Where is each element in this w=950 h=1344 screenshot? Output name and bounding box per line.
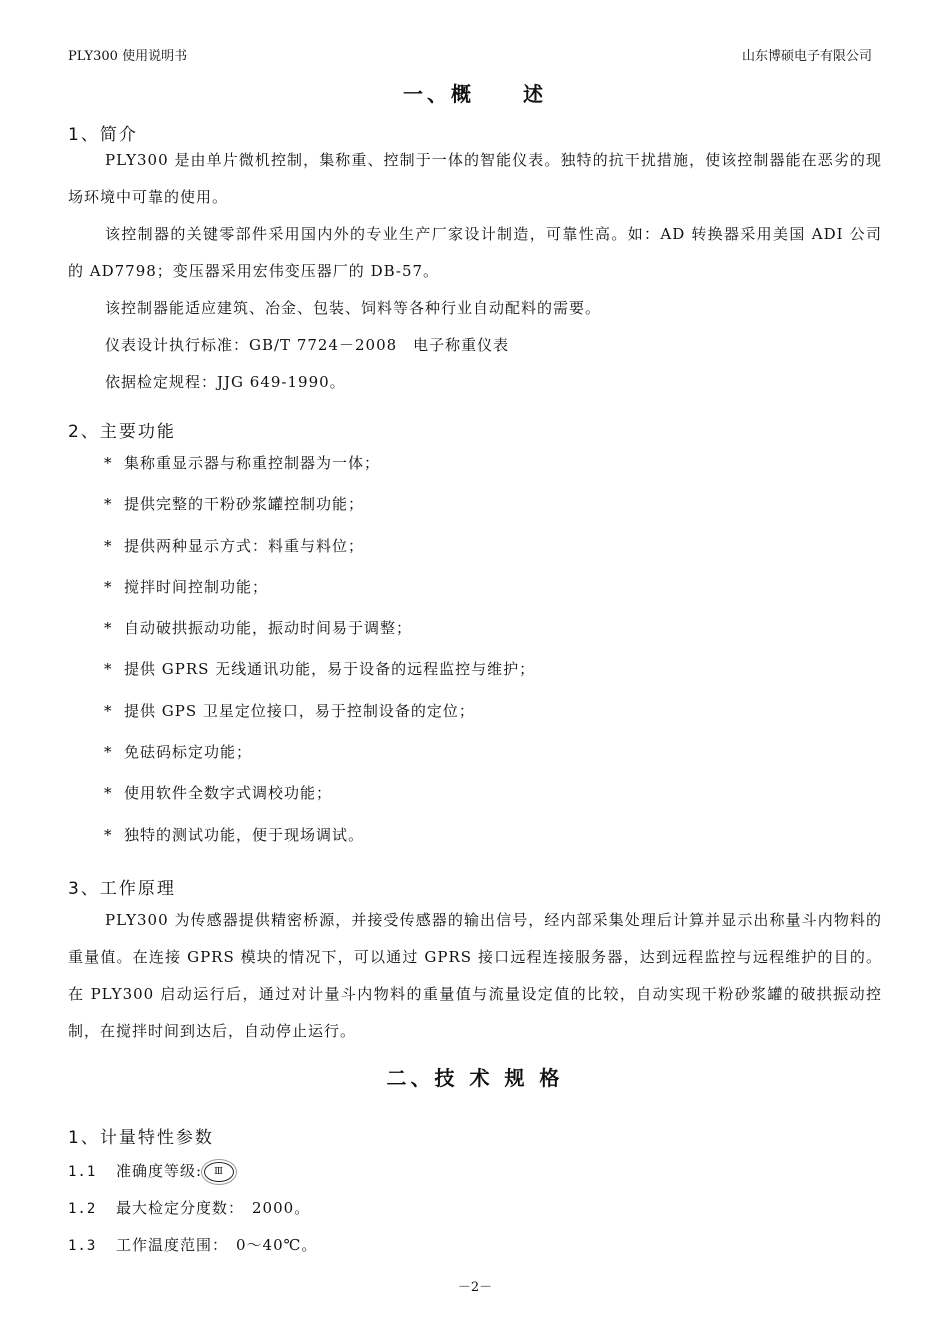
bullet-mark: * xyxy=(104,577,113,596)
spec-number: 1.1 xyxy=(68,1164,97,1180)
bullet-mark: * xyxy=(104,701,113,720)
page-number: －2－ xyxy=(457,1280,493,1295)
bullet-mark: * xyxy=(104,495,113,514)
section-principle-heading: 3、工作原理 xyxy=(68,879,176,899)
spec-row-temperature xyxy=(68,1235,317,1256)
intro-paragraph-1: PLY300 是由单片微机控制，集称重、控制于一体的智能仪表。独特的抗干扰措施，使该控制器能在恶劣的现场环境中可靠的使用。 xyxy=(68,151,882,206)
spec-number: 1.2 xyxy=(68,1201,97,1217)
bullet-mark: * xyxy=(104,743,113,762)
chapter-1-title: 一、概 述 xyxy=(403,82,547,106)
bullet-mark: * xyxy=(104,660,113,679)
list-item: * 提供 GPS 卫星定位接口，易于控制设备的定位； xyxy=(104,701,475,720)
section-metrology-heading: 1、计量特性参数 xyxy=(68,1128,214,1148)
bullet-mark: * xyxy=(104,825,113,844)
list-item: * 集称重显示器与称重控制器为一体； xyxy=(104,454,381,472)
spec-value: 2000。 xyxy=(252,1199,311,1217)
list-item: * 搅拌时间控制功能； xyxy=(104,577,269,596)
list-item: * 提供 GPRS 无线通讯功能，易于设备的远程监控与维护； xyxy=(104,660,536,679)
chapter-2-title: 二、技 术 规 格 xyxy=(386,1066,564,1090)
bullet-mark: * xyxy=(104,619,113,638)
list-item: * 提供完整的干粉砂浆罐控制功能； xyxy=(104,495,365,514)
spec-value: 0～40℃。 xyxy=(236,1236,318,1254)
function-list xyxy=(104,453,535,866)
spec-row-accuracy xyxy=(68,1161,234,1182)
intro-paragraph-block xyxy=(68,142,882,401)
section-intro-heading: 1、简介 xyxy=(68,125,138,145)
list-item: * 独特的测试功能，便于现场调试。 xyxy=(104,825,365,844)
list-item: * 自动破拱振动功能，振动时间易于调整； xyxy=(104,619,413,638)
list-item: * 使用软件全数字式调校功能； xyxy=(104,784,333,803)
intro-paragraph-5: 依据检定规程：JJG 649-1990。 xyxy=(105,373,346,391)
bullet-mark: * xyxy=(104,784,113,803)
header-doc-title: PLY300 使用说明书 xyxy=(68,49,188,64)
bullet-mark: * xyxy=(104,454,113,472)
accuracy-class-badge: Ⅲ xyxy=(204,1162,234,1182)
spec-label: 准确度等级: xyxy=(116,1162,203,1180)
bullet-mark: * xyxy=(104,536,113,555)
spec-number: 1.3 xyxy=(68,1238,97,1254)
spec-row-max-divisions xyxy=(68,1198,310,1219)
section-functions-heading: 2、主要功能 xyxy=(68,422,176,442)
intro-paragraph-2: 该控制器的关键零部件采用国内外的专业生产厂家设计制造，可靠性高。如：AD 转换器采用美国 ADI 公司的 AD7798；变压器采用宏伟变压器厂的 DB-57。 xyxy=(68,225,882,280)
spec-label: 最大检定分度数： xyxy=(116,1199,245,1217)
list-item: * 免砝码标定功能； xyxy=(104,743,253,762)
header-company: 山东博硕电子有限公司 xyxy=(741,49,872,64)
intro-paragraph-3: 该控制器能适应建筑、冶金、包装、饲料等各种行业自动配料的需要。 xyxy=(105,299,602,317)
principle-paragraph-block xyxy=(68,902,882,1050)
list-item: * 提供两种显示方式：料重与料位； xyxy=(104,536,365,555)
intro-paragraph-4: 仪表设计执行标准：GB/T 7724－2008 电子称重仪表 xyxy=(105,336,510,354)
spec-label: 工作温度范围： xyxy=(116,1236,229,1254)
principle-paragraph: PLY300 为传感器提供精密桥源，并接受传感器的输出信号，经内部采集处理后计算并显示出称量斗内物料的重量值。在连接 GPRS 模块的情况下，可以通过 GPRS 接口远程连接服务器，达到远程监控与远程维护的目的。在 PLY300 启动运行后，通过对计量斗内物料的重量值与流量设定值的比较，自动实现干粉砂浆罐的破拱振动控制，在搅拌时间到达后，自动停止运行。 xyxy=(68,911,882,1040)
